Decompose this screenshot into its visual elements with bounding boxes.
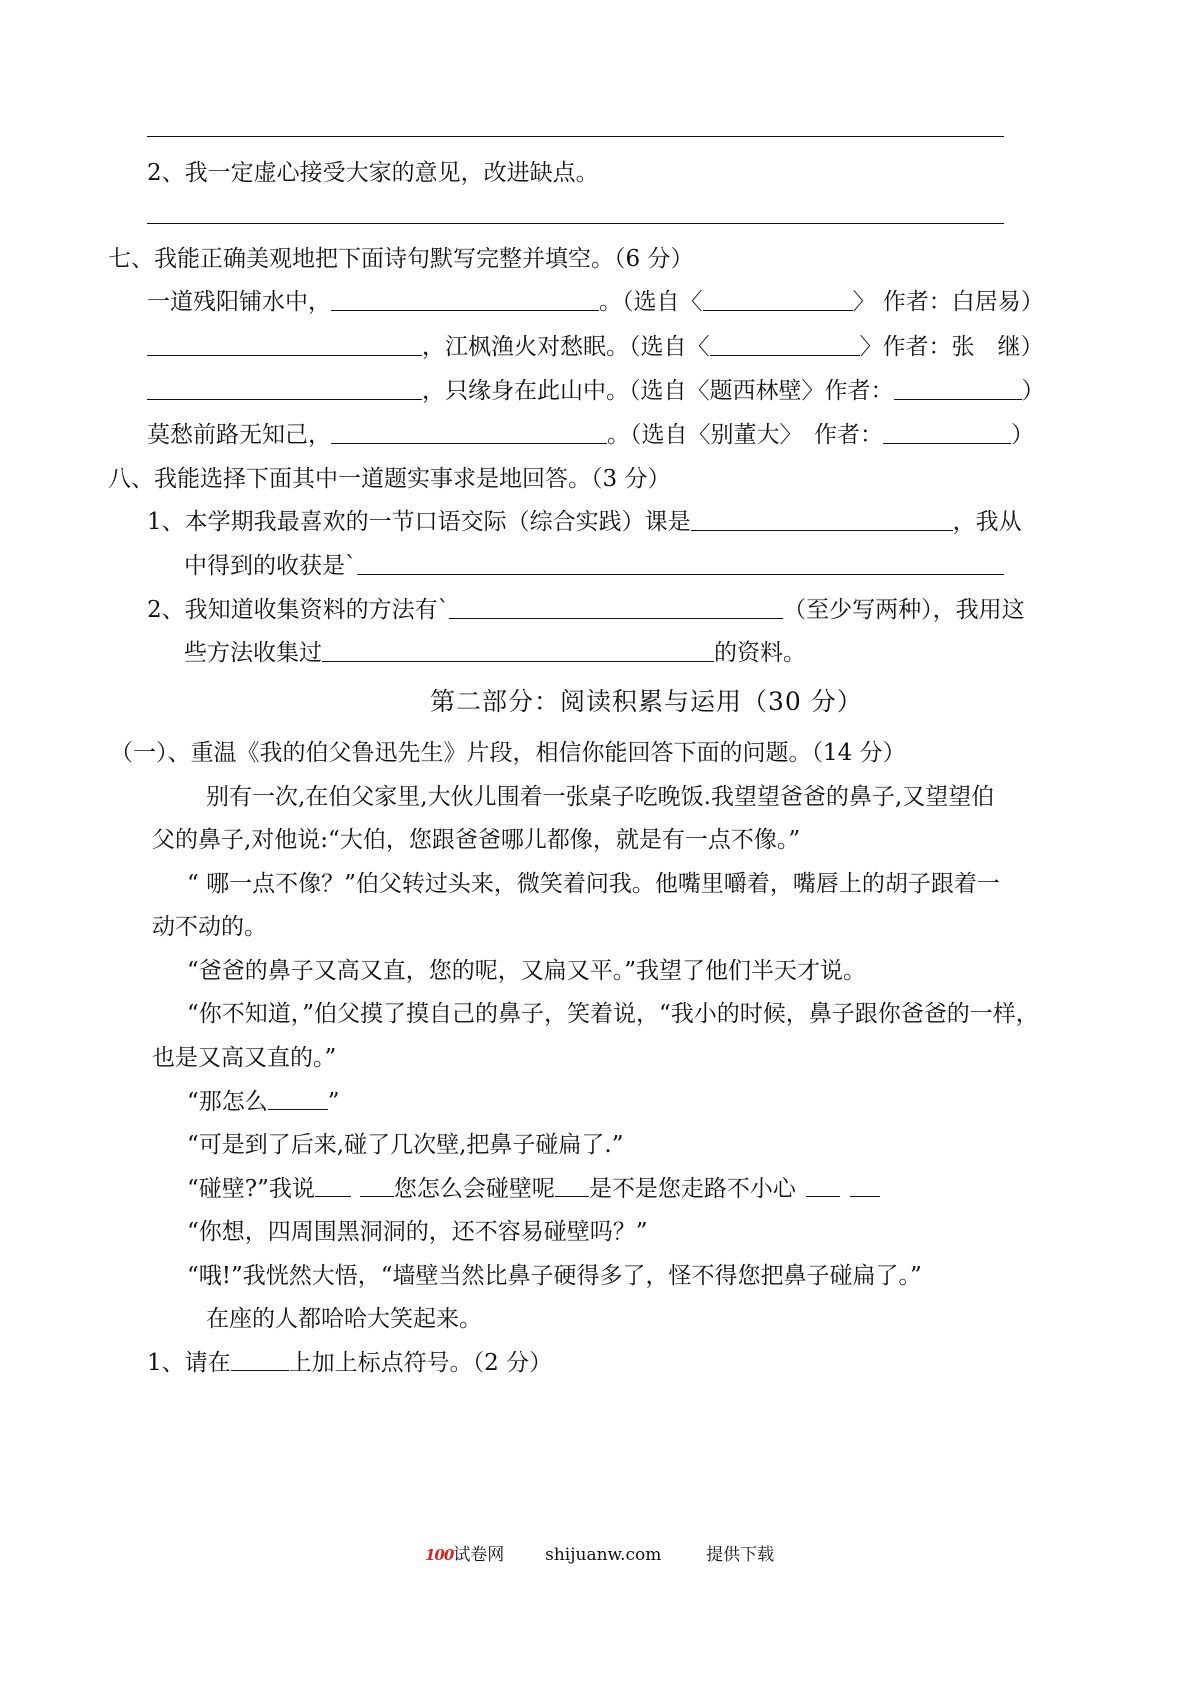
poem-blank[interactable] bbox=[147, 377, 422, 400]
poem-text: ，江枫渔火对愁眠。（选自〈 bbox=[422, 334, 710, 360]
punctuation-blank[interactable] bbox=[315, 1176, 351, 1197]
passage-line: “ 哪一点不像？”伯父转过头来，微笑着问我。他嘴里嚼着，嘴唇上的胡子跟着一 bbox=[187, 871, 1000, 897]
passage-line: 别有一次,在伯父家里,大伙儿围着一张桌子吃晚饭.我望望爸爸的鼻子,又望望伯 bbox=[206, 784, 995, 810]
question-text: 2、我知道收集资料的方法有` bbox=[147, 597, 450, 623]
poem-text: 。（选自〈 bbox=[599, 289, 703, 315]
poem-text: 〉 作者：白居易） bbox=[852, 289, 1044, 315]
passage-line: 动不动的。 bbox=[152, 914, 267, 940]
passage-text: “那怎么 bbox=[187, 1089, 268, 1115]
punctuation-blank[interactable] bbox=[231, 1350, 289, 1371]
passage-line: 也是又高又直的。” bbox=[152, 1045, 337, 1071]
answer-line[interactable] bbox=[147, 223, 1004, 224]
poem-text: 。（选自〈别董大〉 作者： bbox=[607, 422, 883, 448]
passage-line: “哦!”我恍然大悟，“墙壁当然比鼻子硬得多了，怪不得您把鼻子碰扁了。” bbox=[187, 1263, 922, 1289]
site-domain[interactable]: shijuanw.com bbox=[545, 1545, 662, 1565]
answer-line[interactable] bbox=[147, 136, 1004, 137]
reading-question-1 bbox=[147, 1348, 552, 1378]
punctuation-blank[interactable] bbox=[555, 1176, 589, 1197]
section6-item2: 2、我一定虚心接受大家的意见，改进缺点。 bbox=[147, 160, 599, 186]
question-text: 1、本学期我最喜欢的一节口语交际（综合实践）课是 bbox=[147, 509, 691, 535]
poem-blank[interactable] bbox=[331, 288, 599, 311]
author-blank[interactable] bbox=[894, 377, 1022, 400]
passage-text: “碰壁?”我说 bbox=[187, 1176, 315, 1202]
passage-line: “你不知道，”伯父摸了摸自己的鼻子，笑着说，“我小的时候，鼻子跟你爸爸的一样， bbox=[187, 1001, 1039, 1027]
passage-line: 父的鼻子,对他说:“大伯，您跟爸爸哪儿都像，就是有一点不像。” bbox=[152, 827, 801, 853]
poem-line-4 bbox=[147, 420, 1034, 450]
passage-line: “你想，四周围黑洞洞的，还不容易碰壁吗？” bbox=[187, 1219, 648, 1245]
poem-text: ） bbox=[1011, 422, 1034, 448]
question-text: 些方法收集过 bbox=[184, 640, 322, 666]
source-blank[interactable] bbox=[710, 333, 860, 356]
poem-blank[interactable] bbox=[147, 333, 422, 356]
punctuation-blank[interactable] bbox=[268, 1089, 328, 1110]
part2-title: 第二部分：阅读积累与运用（30 分） bbox=[430, 687, 863, 716]
answer-blank[interactable] bbox=[449, 596, 783, 619]
passage-line bbox=[187, 1174, 880, 1204]
passage-line bbox=[187, 1087, 340, 1117]
passage-line: “可是到了后来,碰了几次壁,把鼻子碰扁了.” bbox=[187, 1132, 624, 1158]
site-logo: 100 bbox=[425, 1546, 454, 1564]
poem-line-3 bbox=[147, 376, 1045, 406]
answer-blank[interactable] bbox=[691, 508, 953, 531]
question-text: （至少写两种），我用这 bbox=[783, 597, 1025, 623]
section8-q1-line2 bbox=[184, 551, 1004, 581]
reading-subheading: （一）、重温《我的伯父鲁迅先生》片段，相信你能回答下面的问题。（14 分） bbox=[110, 740, 906, 766]
question-text: 1、请在 bbox=[147, 1350, 231, 1376]
poem-text: 〉作者：张 继） bbox=[859, 334, 1044, 360]
poem-text: 一道残阳铺水中， bbox=[147, 289, 331, 315]
poem-text: ，只缘身在此山中。（选自〈题西林壁〉作者： bbox=[422, 378, 894, 404]
answer-blank[interactable] bbox=[357, 552, 1004, 575]
passage-text: 您怎么会碰壁呢 bbox=[393, 1176, 555, 1202]
section8-heading: 八、我能选择下面其中一道题实事求是地回答。（3 分） bbox=[108, 466, 671, 492]
section8-q1-line1 bbox=[147, 507, 1022, 537]
passage-text: 是不是您走路不小心 bbox=[588, 1176, 796, 1202]
poem-text: 莫愁前路无知己， bbox=[147, 422, 331, 448]
punctuation-blank[interactable] bbox=[806, 1176, 840, 1197]
punctuation-blank[interactable] bbox=[850, 1176, 880, 1197]
section7-heading: 七、我能正确美观地把下面诗句默写完整并填空。（6 分） bbox=[108, 246, 694, 272]
author-blank[interactable] bbox=[883, 421, 1011, 444]
question-text: 中得到的收获是` bbox=[184, 553, 357, 579]
question-text: ，我从 bbox=[952, 509, 1022, 535]
punctuation-blank[interactable] bbox=[360, 1176, 394, 1197]
poem-text: ） bbox=[1021, 378, 1045, 404]
question-text: 上加上标点符号。（2 分） bbox=[288, 1350, 553, 1376]
passage-line: “爸爸的鼻子又高又直，您的呢，又扁又平。”我望了他们半天才说。 bbox=[187, 958, 867, 984]
answer-blank[interactable] bbox=[322, 639, 714, 662]
footer bbox=[425, 1540, 774, 1565]
poem-blank[interactable] bbox=[331, 421, 607, 444]
question-text: 的资料。 bbox=[714, 640, 806, 666]
poem-line-2 bbox=[147, 332, 1044, 362]
section8-q2-line2 bbox=[184, 638, 806, 668]
download-text: 提供下载 bbox=[706, 1545, 775, 1565]
site-name: 试卷网 bbox=[453, 1545, 505, 1565]
poem-line-1 bbox=[147, 287, 1044, 317]
source-blank[interactable] bbox=[703, 288, 853, 311]
passage-line: 在座的人都哈哈大笑起来。 bbox=[206, 1306, 482, 1332]
passage-text: ” bbox=[327, 1089, 340, 1115]
section8-q2-line1 bbox=[147, 595, 1025, 625]
